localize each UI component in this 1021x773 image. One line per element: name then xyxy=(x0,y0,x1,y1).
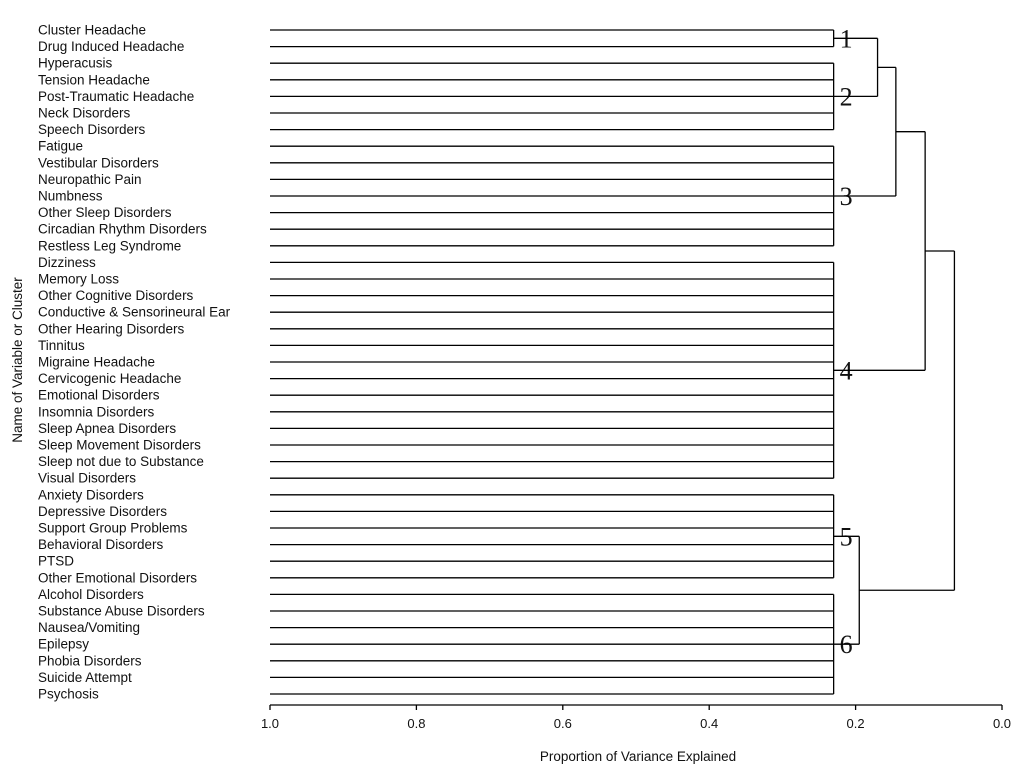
variable-label: Circadian Rhythm Disorders xyxy=(38,221,207,237)
variable-label: Visual Disorders xyxy=(38,470,137,486)
variable-label: Substance Abuse Disorders xyxy=(38,603,205,619)
variable-label: Vestibular Disorders xyxy=(38,155,159,171)
cluster-3-number: 3 xyxy=(839,182,853,211)
merge-lines xyxy=(834,38,955,644)
variable-label: Epilepsy xyxy=(38,636,90,652)
x-axis-label: Proportion of Variance Explained xyxy=(539,749,737,764)
cluster-5-number: 5 xyxy=(839,522,853,552)
cluster-2-number: 2 xyxy=(839,82,853,112)
x-tick-label: 0.8 xyxy=(407,716,426,731)
cluster-brackets xyxy=(834,24,853,694)
variable-label: Other Cognitive Disorders xyxy=(38,288,194,304)
variable-label: Sleep Movement Disorders xyxy=(38,437,201,453)
leaf-lines xyxy=(270,30,834,694)
variable-label: Phobia Disorders xyxy=(38,653,142,669)
variable-label: Dizziness xyxy=(38,254,96,270)
variable-label: Conductive & Sensorineural Ear xyxy=(38,304,231,320)
x-tick-label: 0.4 xyxy=(700,716,719,731)
x-tick-label: 0.0 xyxy=(992,716,1012,731)
variable-label: Other Emotional Disorders xyxy=(38,570,198,586)
variable-label: Numbness xyxy=(38,188,103,204)
variable-label: Hyperacusis xyxy=(38,55,113,71)
variable-label: Anxiety Disorders xyxy=(38,487,144,503)
variable-label: Suicide Attempt xyxy=(38,669,132,685)
variable-label: Behavioral Disorders xyxy=(38,537,164,553)
variable-label: Migraine Headache xyxy=(38,354,156,370)
variable-label: Psychosis xyxy=(38,686,99,702)
x-tick-label: 0.6 xyxy=(553,716,572,731)
variable-label: Cervicogenic Headache xyxy=(38,371,182,387)
variable-label: Fatigue xyxy=(38,138,84,154)
variable-label: Emotional Disorders xyxy=(38,387,160,403)
variable-label: Depressive Disorders xyxy=(38,503,168,519)
variable-label: Sleep not due to Substance xyxy=(38,454,204,470)
x-tick-label: 1.0 xyxy=(260,716,280,731)
variable-label: Memory Loss xyxy=(38,271,120,287)
variable-label: Drug Induced Headache xyxy=(38,39,185,55)
variable-label: Tinnitus xyxy=(38,337,85,353)
variable-label: Nausea/Vomiting xyxy=(38,620,141,636)
variable-label: Speech Disorders xyxy=(38,122,146,138)
variable-label: Insomnia Disorders xyxy=(38,404,155,420)
variable-label: Tension Headache xyxy=(38,72,150,88)
variable-label: Alcohol Disorders xyxy=(38,586,144,602)
x-tick-label: 0.2 xyxy=(846,716,865,731)
variable-label: Neuropathic Pain xyxy=(38,171,142,187)
variable-label: Support Group Problems xyxy=(38,520,188,536)
variable-label: Neck Disorders xyxy=(38,105,131,121)
variable-label: Restless Leg Syndrome xyxy=(38,238,182,254)
variable-label: Other Hearing Disorders xyxy=(38,321,185,337)
cluster-1-number: 1 xyxy=(839,24,853,54)
cluster-4-number: 4 xyxy=(839,356,853,386)
variable-label: PTSD xyxy=(38,553,75,569)
x-axis xyxy=(261,705,1011,731)
variable-label: Other Sleep Disorders xyxy=(38,205,172,221)
cluster-6-number: 6 xyxy=(839,630,853,660)
variable-label: Cluster Headache xyxy=(38,22,147,38)
y-axis-label: Name of Variable or Cluster xyxy=(10,277,25,443)
variable-label: Sleep Apnea Disorders xyxy=(38,420,177,436)
variable-label: Post-Traumatic Headache xyxy=(38,88,195,104)
variable-labels xyxy=(38,23,231,702)
